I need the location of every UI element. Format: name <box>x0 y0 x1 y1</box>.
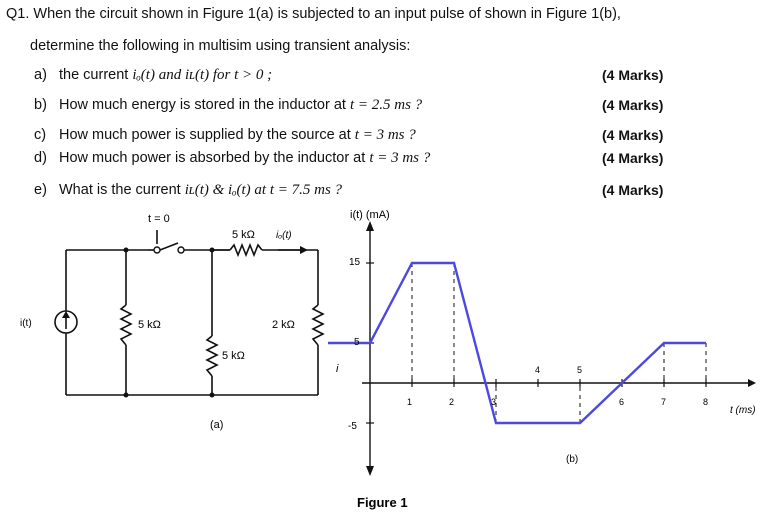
io-label: iₒ(t) <box>276 230 292 241</box>
x-axis-label: t (ms) <box>730 405 756 416</box>
x-tick-3: 3 <box>491 397 497 407</box>
graph-caption: (b) <box>566 454 579 465</box>
source-label: i(t) <box>20 318 32 329</box>
x-tick-6: 6 <box>619 397 625 407</box>
marks-label: (4 Marks) <box>602 127 664 143</box>
marks-label: (4 Marks) <box>602 97 664 113</box>
question-header: Q1. When the circuit shown in Figure 1(a) is subjected to an input pulse of shown in Figure 1(b), <box>6 6 621 22</box>
r1-label: 5 kΩ <box>138 319 161 331</box>
inductor-label: i <box>336 363 339 375</box>
x-axis-arrow-icon <box>748 379 756 387</box>
y-tick-neg5: -5 <box>348 421 357 432</box>
item-letter: b) <box>34 97 47 113</box>
pulse-ticks <box>366 379 709 423</box>
marks-label: (4 Marks) <box>602 67 664 83</box>
item-text: What is the current iʟ(t) & iₒ(t) at t = 7.5 ms ? <box>59 182 343 198</box>
switch-label: t = 0 <box>148 213 170 225</box>
marks-label: (4 Marks) <box>602 150 664 166</box>
y-axis-arrow-icon <box>366 221 374 231</box>
item-letter: d) <box>34 150 47 166</box>
r-mid-label: 5 kΩ <box>222 350 245 362</box>
item-text: How much power is supplied by the source at t = 3 ms ? <box>59 127 416 143</box>
item-letter: c) <box>34 127 47 143</box>
y-tick-15: 15 <box>349 257 361 268</box>
r-top-label: 5 kΩ <box>232 229 255 241</box>
circuit-diagram <box>66 230 323 395</box>
switch-contacts <box>154 247 184 253</box>
y-axis-down-arrow-icon <box>366 466 374 476</box>
pulse-waveform <box>328 263 709 423</box>
current-source-icon <box>55 311 77 333</box>
circuit-caption: (a) <box>210 419 224 431</box>
pulse-guides <box>366 263 709 423</box>
x-tick-8: 8 <box>703 397 709 407</box>
x-tick-4: 4 <box>535 365 541 375</box>
marks-label: (4 Marks) <box>602 182 664 198</box>
item-text: How much energy is stored in the inductor at t = 2.5 ms ? <box>59 97 423 113</box>
io-arrow-icon <box>300 246 308 254</box>
x-tick-2: 2 <box>449 397 455 407</box>
item-letter: a) <box>34 67 47 83</box>
y-axis-label: i(t) (mA) <box>350 209 390 221</box>
item-text: How much power is absorbed by the inductor at t = 3 ms ? <box>59 150 431 166</box>
x-tick-5: 5 <box>577 365 583 375</box>
x-tick-7: 7 <box>661 397 667 407</box>
x-tick-1: 1 <box>407 397 413 407</box>
item-letter: e) <box>34 182 47 198</box>
r-right-label: 2 kΩ <box>272 319 295 331</box>
item-text: the current iₒ(t) and iʟ(t) for t > 0 ; <box>59 67 273 83</box>
question-intro: determine the following in multisim using transient analysis: <box>30 38 411 54</box>
y-tick-5: 5 <box>354 337 360 348</box>
figure-caption: Figure 1 <box>357 495 408 510</box>
